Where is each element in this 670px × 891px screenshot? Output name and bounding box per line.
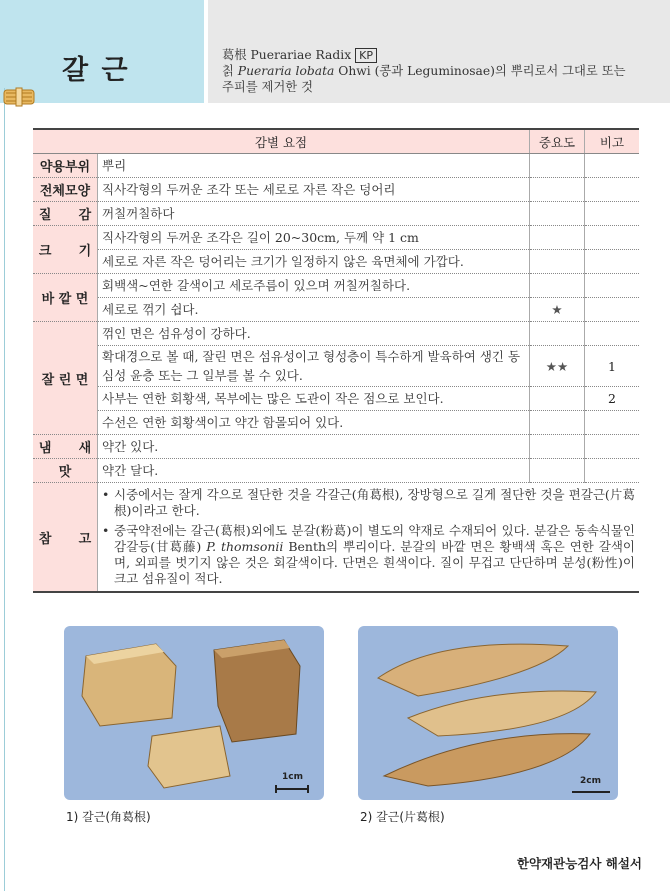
sliced-root-illustration bbox=[358, 626, 618, 800]
row-desc: 꺼칠꺼칠하다 bbox=[98, 202, 530, 226]
row-label: 냄 새 bbox=[33, 435, 98, 459]
kp-badge: KP bbox=[355, 48, 377, 63]
table-row bbox=[33, 202, 639, 226]
col-header-main: 감별 요점 bbox=[33, 129, 530, 154]
table-row bbox=[33, 298, 639, 322]
row-remark bbox=[585, 226, 640, 250]
table-row bbox=[33, 387, 639, 411]
reference-text: 중국약전에는 갈근(葛根)외에도 분갈(粉葛)이 별도의 약재로 수재되어 있다. 분갈은 동속식물인 감갈등(甘葛藤) bbox=[114, 523, 635, 554]
photo-sliced-root bbox=[358, 626, 618, 800]
row-desc: 회백색~연한 갈색이고 세로주름이 있으며 꺼칠꺼칠하다. bbox=[98, 274, 530, 298]
row-importance bbox=[530, 322, 585, 346]
table-row bbox=[33, 435, 639, 459]
reference-text: Benth의 뿌리이다. 분갈의 바깥 면은 황백색 혹은 연한 갈색이며, 외피를 벗기지 않은 것은 회갈색이다. 단면은 흰색이다. 질이 무겁고 단단하며 분성(粉性)이 크고 섬유질이 적다. bbox=[114, 539, 636, 586]
row-importance bbox=[530, 226, 585, 250]
row-desc: 약간 달다. bbox=[98, 459, 530, 483]
table-row bbox=[33, 322, 639, 346]
row-remark: 1 bbox=[585, 346, 640, 387]
row-importance bbox=[530, 202, 585, 226]
row-remark bbox=[585, 274, 640, 298]
row-desc: 직사각형의 두꺼운 조각은 길이 20~30cm, 두께 약 1 cm bbox=[98, 226, 530, 250]
table-row bbox=[33, 483, 639, 593]
row-desc: 확대경으로 볼 때, 잘린 면은 섬유성이고 형성층이 특수하게 발육하여 생긴 동심성 윤층 또는 그 일부를 볼 수 있다. bbox=[98, 346, 530, 387]
row-label: 참 고 bbox=[33, 483, 98, 593]
row-remark: 2 bbox=[585, 387, 640, 411]
row-remark bbox=[585, 411, 640, 435]
col-header-remark: 비고 bbox=[585, 129, 640, 154]
row-remark bbox=[585, 322, 640, 346]
table-row bbox=[33, 226, 639, 250]
row-remark bbox=[585, 435, 640, 459]
scale-label: 2cm bbox=[580, 776, 601, 786]
header-line2-pre: 칡 bbox=[222, 64, 238, 78]
row-importance bbox=[530, 250, 585, 274]
row-desc: 약간 있다. bbox=[98, 435, 530, 459]
row-importance bbox=[530, 387, 585, 411]
row-desc: 직사각형의 두꺼운 조각 또는 세로로 자른 작은 덩어리 bbox=[98, 178, 530, 202]
row-importance bbox=[530, 274, 585, 298]
row-importance: ★★ bbox=[530, 346, 585, 387]
table-row bbox=[33, 459, 639, 483]
reference-item: • 시중에서는 잘게 각으로 절단한 것을 각갈근(角葛根), 장방형으로 길게 절단한 것을 편갈근(片葛根)이라고 한다. bbox=[102, 487, 635, 519]
row-desc: 세로로 꺾기 쉽다. bbox=[98, 298, 530, 322]
header-line1: 葛根 Puerariae Radix bbox=[222, 48, 352, 62]
row-desc: 뿌리 bbox=[98, 154, 530, 178]
row-importance bbox=[530, 411, 585, 435]
scale-label: 1cm bbox=[282, 772, 303, 782]
photo-caption-1: 1) 갈근(角葛根) bbox=[66, 810, 151, 824]
row-label: 질 감 bbox=[33, 202, 98, 226]
herb-bundle-icon bbox=[0, 80, 40, 110]
row-desc: 꺾인 면은 섬유성이 강하다. bbox=[98, 322, 530, 346]
row-importance bbox=[530, 459, 585, 483]
row-remark bbox=[585, 298, 640, 322]
table-row bbox=[33, 274, 639, 298]
reference-item bbox=[102, 523, 635, 587]
row-importance bbox=[530, 178, 585, 202]
row-label: 전체모양 bbox=[33, 178, 98, 202]
footer-title: 한약재관능검사 해설서 bbox=[516, 856, 642, 871]
row-desc: 수선은 연한 회황색이고 약간 함몰되어 있다. bbox=[98, 411, 530, 435]
row-importance bbox=[530, 435, 585, 459]
row-importance bbox=[530, 154, 585, 178]
table-row bbox=[33, 411, 639, 435]
col-header-importance: 중요도 bbox=[530, 129, 585, 154]
row-remark bbox=[585, 250, 640, 274]
reference-notes bbox=[98, 483, 640, 593]
table-row bbox=[33, 250, 639, 274]
header-line3: 주피를 제거한 것 bbox=[222, 80, 313, 94]
table-row bbox=[33, 346, 639, 387]
row-remark bbox=[585, 459, 640, 483]
row-desc: 세로로 자른 작은 덩어리는 크기가 일정하지 않은 육면체에 가깝다. bbox=[98, 250, 530, 274]
header-line2-species: Pueraria lobata bbox=[237, 64, 335, 78]
row-remark bbox=[585, 178, 640, 202]
row-remark bbox=[585, 202, 640, 226]
header-description bbox=[222, 47, 662, 95]
photo-cubed-root bbox=[64, 626, 324, 800]
identification-table bbox=[33, 128, 639, 593]
row-label: 약용부위 bbox=[33, 154, 98, 178]
row-importance: ★ bbox=[530, 298, 585, 322]
row-desc: 사부는 연한 회황색, 목부에는 많은 도관이 작은 점으로 보인다. bbox=[98, 387, 530, 411]
row-label: 바 깥 면 bbox=[33, 274, 98, 322]
header-line2-post: Ohwi (콩과 Leguminosae)의 뿌리로서 그대로 또는 bbox=[334, 64, 626, 78]
row-label: 잘 린 면 bbox=[33, 322, 98, 435]
row-label: 크 기 bbox=[33, 226, 98, 274]
row-label: 맛 bbox=[33, 459, 98, 483]
margin-line bbox=[4, 88, 13, 891]
row-remark bbox=[585, 154, 640, 178]
table-row bbox=[33, 154, 639, 178]
page-title: 갈 근 bbox=[62, 55, 130, 86]
reference-species: P. thomsonii bbox=[206, 539, 284, 554]
table-row bbox=[33, 178, 639, 202]
photo-caption-2: 2) 갈근(片葛根) bbox=[360, 810, 445, 824]
